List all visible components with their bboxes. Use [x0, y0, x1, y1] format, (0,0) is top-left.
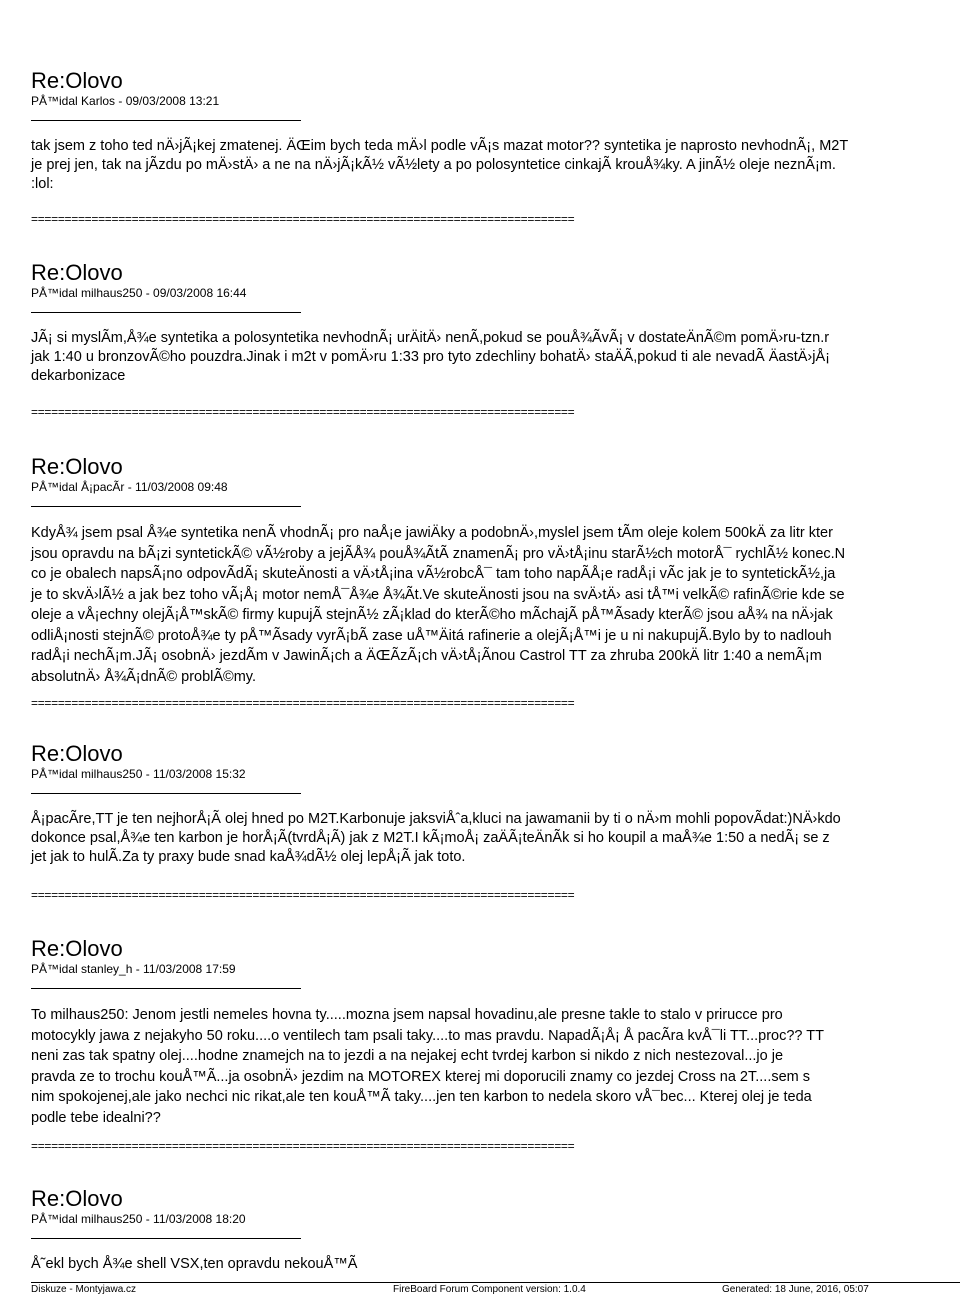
post-title: Re:Olovo	[31, 1186, 123, 1211]
post-body-line: je to skvÄ›lÃ½ a jak bez toho vÃ¡Å¡ motor nemÅ¯Å¾e Å¾Ãt.Ve skuteÄnosti jsou na svÄ›tÄ› asi tÅ™i velkÃ© rafinÃ©rie kde se	[31, 586, 845, 603]
meta-divider	[31, 793, 301, 794]
post-body-line: dekarbonizace	[31, 368, 126, 384]
post-meta: PÅ™idal stanley_h - 11/03/2008 17:59	[31, 962, 236, 976]
post-separator: =================================================================================	[31, 212, 575, 226]
post-body-line: odliÅ¡nosti stejnÃ© protoÅ¾e ty pÅ™Ãsady vyrÃ¡bÃ zase uÅ™Äitá rafinerie a olejÃ¡Å™i je u ni nakupujÃ.Bylo by to nadlouh	[31, 627, 832, 644]
meta-divider	[31, 506, 301, 507]
meta-divider	[31, 312, 301, 313]
post-body-line: jak 1:40 u bronzovÃ©ho pouzdra.Jinak i m2t v pomÄ›ru 1:33 pro tyto zdechliny bohatÄ› staÄÃ,pokud ti ale nevadÃ ÄastÄ›jÅ¡	[31, 349, 830, 365]
post-body-line: je prej jen, tak na jÃzdu po mÄ›stÄ› a ne na nÄ›jÃ¡kÃ½ vÃ½lety a po polosyntetice cinkajÃ krouÅ¾ky. A jinÃ½ oleje neznÃ¡m.	[31, 157, 836, 173]
post-body-line: Å¡pacÃre,TT je ten nejhorÅ¡Ã olej hned po M2T.Karbonuje jaksviÅˆa,kluci na jawamanii by ti o nÄ›m mohli popovÃdat:)NÄ›kdo	[31, 811, 841, 827]
post-title: Re:Olovo	[31, 936, 123, 961]
forum-post	[31, 260, 960, 386]
meta-divider	[31, 988, 301, 989]
post-body	[31, 329, 960, 386]
post-body-line: podle tebe idealni??	[31, 1109, 161, 1126]
post-body-line: co je obalech napsÃ¡no odpovÃdÃ¡ skuteÄnosti a vÄ›tÅ¡ina vÃ½robcÅ¯ tam toho napÃÅ¡e radÅ¡i vÃc jak je to syntetickÃ½,ja	[31, 566, 836, 582]
post-body-line: jet jak to hulÃ.Za ty praxy bude snad kaÅ¾dÃ½ olej lepÅ¡Ã jak toto.	[31, 849, 466, 865]
footer-generated-date: Generated: 18 June, 2016, 05:07	[722, 1284, 869, 1295]
post-title: Re:Olovo	[31, 454, 123, 479]
post-body-line: JÃ¡ si myslÃm,Å¾e syntetika a polosyntetika nevhodnÃ¡ urÄitÄ› nenÃ,pokud se pouÅ¾ÃvÃ¡ v dostateÄnÃ©m pomÄ›ru-tzn.r	[31, 330, 830, 346]
post-title: Re:Olovo	[31, 68, 123, 93]
post-meta: PÅ™idal Å¡pacÃr - 11/03/2008 09:48	[31, 480, 228, 494]
post-title: Re:Olovo	[31, 260, 123, 285]
post-body-line: KdyÅ¾ jsem psal Å¾e syntetika nenÃ vhodnÃ¡ pro naÅ¡e jawiÄky a podobnÄ›,myslel jsem tÃm oleje kolem 500kÄ za litr kter	[31, 525, 833, 541]
post-separator: =================================================================================	[31, 888, 575, 902]
post-body-line: dokonce psal,Å¾e ten karbon je horÅ¡Ã(tvrdÅ¡Ã) jak z M2T.I kÃ¡moÅ¡ zaÄÃ¡teÄnÃk si ho koupil a maÅ¾e 1:50 a nedÃ¡ se z	[31, 830, 830, 846]
post-separator: =================================================================================	[31, 405, 575, 419]
post-body-line: To milhaus250: Jenom jestli nemeles hovna ty.....mozna jsem napsal hovadinu,ale presne takle to stalo v prirucce pro	[31, 1007, 783, 1023]
post-body-line: jsou opravdu na bÃ¡zi syntetickÃ© vÃ½roby a jejÃÅ¾ pouÅ¾ÃtÃ znamenÃ¡ pro vÄ›tÅ¡inu starÃ½ch motorÅ¯ rychlÃ½ konec.N	[31, 545, 846, 562]
post-body-line: tak jsem z toho ted nÄ›jÃ¡kej zmatenej. ÄŒim bych teda mÄ›l podle vÃ¡s mazat motor?? syntetika je naprosto nevhodnÃ¡, M2T	[31, 138, 849, 154]
post-title: Re:Olovo	[31, 741, 123, 766]
footer-divider	[31, 1282, 960, 1283]
forum-post	[31, 741, 960, 867]
post-separator: =================================================================================	[31, 1139, 575, 1153]
footer-component-version: FireBoard Forum Component version: 1.0.4	[393, 1284, 586, 1295]
post-body	[31, 1255, 960, 1274]
post-body	[31, 1005, 960, 1128]
post-body	[31, 137, 960, 194]
post-body-line: neni zas tak spatny olej....hodne znamejch na to jezdi a na nejakej echt tvrdej karbon si nikdo z nich nestezoval...jo je	[31, 1048, 784, 1064]
post-body-line: nim spokojenej,ale jako nechci nic rikat,ale ten kouÅ™Ã taky....jen ten karbon to nedela skoro vÅ¯bec... Kterej olej je teda	[31, 1089, 812, 1105]
post-meta: PÅ™idal milhaus250 - 11/03/2008 15:32	[31, 767, 246, 781]
forum-post	[31, 68, 960, 194]
post-body-line: motocykly jawa z nejakyho 50 roku....o ventilech tam psali taky....to mas pravdu. NapadÃ¡Å¡ Å pacÃra kvÅ¯li TT...proc?? TT	[31, 1027, 824, 1044]
post-meta: PÅ™idal Karlos - 09/03/2008 13:21	[31, 94, 220, 108]
post-body	[31, 810, 960, 867]
post-body-line: :lol:	[31, 176, 54, 192]
forum-post	[31, 936, 960, 1128]
meta-divider	[31, 120, 301, 121]
meta-divider	[31, 1238, 301, 1239]
post-meta: PÅ™idal milhaus250 - 09/03/2008 16:44	[31, 286, 247, 300]
post-body-line: radÅ¡i nechÃ¡m.JÃ¡ osobnÄ› jezdÃm v JawinÃ¡ch a ÄŒÃzÃ¡ch vÄ›tÅ¡Ãnou Castrol TT za zhruba 200kÄ litr 1:40 a nemÃ¡m	[31, 648, 822, 664]
footer-site-name: Diskuze - Montyjawa.cz	[31, 1284, 137, 1295]
post-body	[31, 523, 960, 687]
post-body-line: Å˜ekl bych Å¾e shell VSX,ten opravdu nekouÅ™Ã	[31, 1256, 358, 1272]
post-body-line: oleje a vÅ¡echny olejÃ¡Å™skÃ© firmy kupujÃ stejnÃ½ zÃ¡klad do kterÃ©ho mÃchajÃ pÅ™Ãsady kterÃ© jsou aÅ¾ na nÄ›jak	[31, 607, 833, 623]
post-meta: PÅ™idal milhaus250 - 11/03/2008 18:20	[31, 1212, 246, 1226]
post-body-line: absolutnÄ› Å¾Ã¡dnÃ© problÃ©my.	[31, 668, 257, 685]
forum-post	[31, 1186, 960, 1274]
post-separator: =================================================================================	[31, 696, 575, 710]
post-body-line: pravda ze to trochu kouÅ™Ã...ja osobnÄ› jezdim na MOTOREX kterej mi doporucili znamy co jezdej Cross na 2T....sem s	[31, 1068, 811, 1085]
forum-post	[31, 454, 960, 687]
